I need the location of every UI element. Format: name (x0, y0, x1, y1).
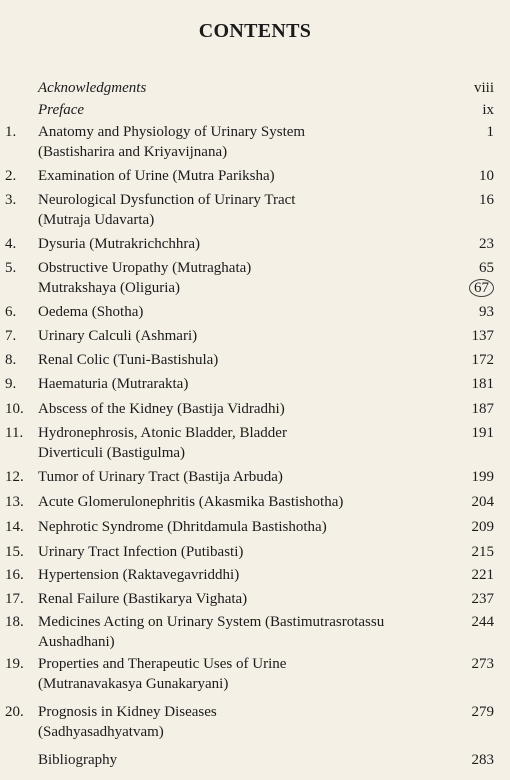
toc-entry-number: 10. (5, 401, 24, 417)
toc-entry-number: 7. (5, 328, 17, 344)
toc-entry-title-line: Hydronephrosis, Atonic Bladder, Bladder (38, 425, 287, 441)
toc-entry-page: 10 (479, 168, 494, 184)
toc-entry-page: 1 (486, 124, 494, 140)
toc-entry-page: 273 (471, 656, 494, 672)
toc-entry-title-line: Preface (38, 102, 85, 118)
toc-entry-title-line: Properties and Therapeutic Uses of Urine (38, 656, 287, 672)
toc-entry-number: 11. (5, 425, 24, 441)
toc-entry-number: 6. (5, 304, 17, 320)
toc-entry-title-line: Renal Failure (Bastikarya Vighata) (38, 591, 248, 607)
toc-entry-title-line: (Mutranavakasya Gunakaryani) (38, 676, 229, 692)
toc-entry-page (469, 278, 494, 298)
toc-entry-title-line: Diverticuli (Bastigulma) (38, 445, 186, 461)
toc-entry-page: 215 (471, 544, 494, 560)
toc-entry-number: 19. (5, 656, 24, 672)
toc-entry-title-line: Renal Colic (Tuni-Bastishula) (38, 352, 219, 368)
toc-entry-title-line: Urinary Tract Infection (Putibasti) (38, 544, 244, 560)
toc-entry-page: 279 (471, 704, 494, 720)
toc-entry-title-line: Acute Glomerulonephritis (Akasmika Bastishotha) (38, 494, 344, 510)
toc-entry-page: 244 (471, 614, 494, 630)
toc-entry-title-line: Medicines Acting on Urinary System (Bastimutrasrotassu (38, 614, 385, 630)
toc-entry-page: 16 (479, 192, 494, 208)
toc-entry-title-line: Nephrotic Syndrome (Dhritdamula Bastishotha) (38, 519, 327, 535)
toc-entry-title-line: Oedema (Shotha) (38, 304, 144, 320)
toc-entry-number: 2. (5, 168, 17, 184)
toc-entry-page: 221 (471, 567, 494, 583)
toc-entry-page: 65 (479, 260, 494, 276)
toc-entry-number: 12. (5, 469, 24, 485)
toc-entry-page: 181 (471, 376, 494, 392)
toc-entry-page: 187 (471, 401, 494, 417)
toc-entry-page: 93 (479, 304, 494, 320)
toc-entry-number: 20. (5, 704, 24, 720)
toc-entry-number: 17. (5, 591, 24, 607)
toc-entry-title-line: Dysuria (Mutrakrichchhra) (38, 236, 201, 252)
toc-entry-title-line: (Bastisharira and Kriyavijnana) (38, 144, 228, 160)
toc-entry-page: 191 (471, 425, 494, 441)
toc-entry-title-line: Anatomy and Physiology of Urinary System (38, 124, 306, 140)
toc-entry-number: 8. (5, 352, 17, 368)
toc-entry-page: 23 (479, 236, 494, 252)
toc-entry-number: 4. (5, 236, 17, 252)
toc-entry-title-line: Tumor of Urinary Tract (Bastija Arbuda) (38, 469, 283, 485)
toc-entry-page: 209 (471, 519, 494, 535)
toc-entry-title-line: (Mutraja Udavarta) (38, 212, 155, 228)
toc-entry-number: 13. (5, 494, 24, 510)
toc-entry-number: 5. (5, 260, 17, 276)
toc-entry-page: 172 (471, 352, 494, 368)
toc-entry-page: 199 (471, 469, 494, 485)
toc-entry-title-line: Mutrakshaya (Oliguria) (38, 280, 181, 296)
toc-entry-number: 14. (5, 519, 24, 535)
toc-entry-title-line: Abscess of the Kidney (Bastija Vidradhi) (38, 401, 285, 417)
toc-entry-page: 283 (471, 752, 494, 768)
toc-entry-number: 9. (5, 376, 17, 392)
handwritten-circle-mark: 67 (469, 279, 494, 297)
toc-entry-title-line: Aushadhani) (38, 634, 115, 650)
toc-entry-page: 204 (471, 494, 494, 510)
toc-entry-number: 3. (5, 192, 17, 208)
toc-entry-title-line: Haematuria (Mutrarakta) (38, 376, 189, 392)
toc-entry-page: 237 (471, 591, 494, 607)
toc-entry-number: 15. (5, 544, 24, 560)
toc-entry-title-line: (Sadhyasadhyatvam) (38, 724, 164, 740)
toc-entry-page: ix (482, 102, 494, 118)
toc-entry-number: 16. (5, 567, 24, 583)
toc-entry-number: 18. (5, 614, 24, 630)
toc-entry-page: 137 (471, 328, 494, 344)
toc-entry-page: viii (473, 80, 494, 96)
toc-entry-title-line: Bibliography (38, 752, 118, 768)
toc-entry-title-line: Acknowledgments (38, 80, 147, 96)
toc-entry-title-line: Neurological Dysfunction of Urinary Tract (38, 192, 296, 208)
toc-entry-title-line: Hypertension (Raktavegavriddhi) (38, 567, 240, 583)
toc-entry-title-line: Examination of Urine (Mutra Pariksha) (38, 168, 275, 184)
toc-entry-title-line: Prognosis in Kidney Diseases (38, 704, 217, 720)
page-title: CONTENTS (198, 20, 312, 42)
toc-entry-title-line: Urinary Calculi (Ashmari) (38, 328, 198, 344)
toc-entry-number: 1. (5, 124, 17, 140)
toc-entry-title-line: Obstructive Uropathy (Mutraghata) (38, 260, 252, 276)
